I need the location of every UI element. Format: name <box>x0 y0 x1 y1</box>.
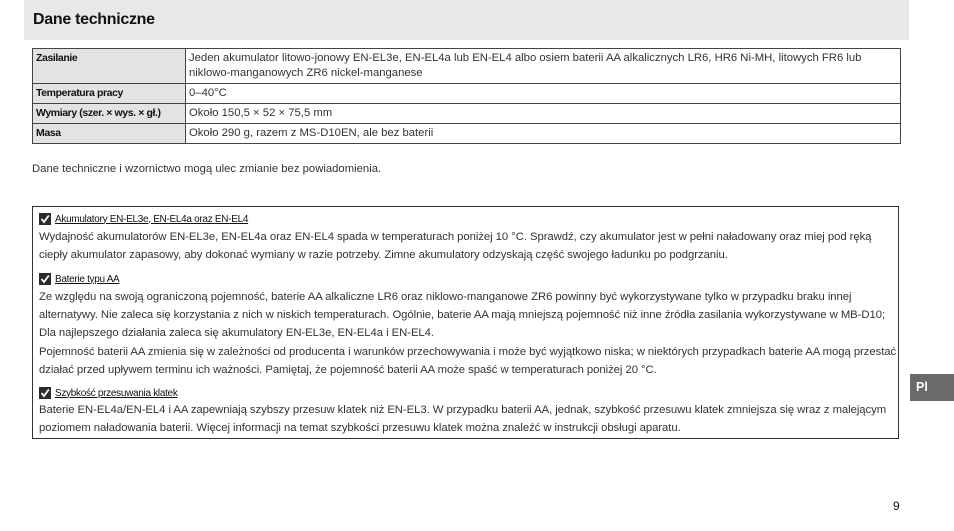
table-row <box>33 84 901 104</box>
checkmark-icon <box>39 273 51 285</box>
note-heading-label: Szybkość przesuwania klatek <box>55 387 178 399</box>
checkmark-icon <box>39 387 51 399</box>
notes-box <box>32 206 899 439</box>
note-paragraph: Ze względu na swoją ograniczoną pojemność, baterie AA alkaliczne LR6 oraz niklowo-manganowe ZR6 powinny być wykorzystywane tylko w przypadku braku innej alternatywy. Nie zaleca się korzystania z nich w niskich temperaturach. Ogólnie, baterie AA mają mniejszą pojemność niż inne źródła zasilania wykorzystywane w MB-D10; Dla najlepszego działania zaleca się akumulatory EN-EL3e, EN-EL4a i EN-EL4. <box>39 291 886 339</box>
spec-label-temperature: Temperatura pracy <box>33 84 186 104</box>
note-heading-frame-rate <box>39 387 178 399</box>
note-heading-label: Baterie typu AA <box>55 273 120 285</box>
spec-value-dimensions: Około 150,5 × 52 × 75,5 mm <box>186 104 901 124</box>
spec-label-power: Zasilanie <box>33 49 186 84</box>
table-row <box>33 49 901 84</box>
page-number: 9 <box>893 499 900 513</box>
spec-table <box>32 48 901 144</box>
page-title: Dane techniczne <box>33 11 155 28</box>
note-paragraph: Baterie EN-EL4a/EN-EL4 i AA zapewniają szybszy przesuw klatek niż EN-EL3. W przypadku baterii AA, jednak, szybkość przesuwu klatek zmniejsza się wraz z malejącym poziomem naładowania baterii. Więcej informacji na temat szybkości przesuwu klatek można znaleźć w instrukcji obsługi aparatu. <box>39 404 887 434</box>
note-heading-batteries <box>39 213 248 225</box>
note-paragraph: Pojemność baterii AA zmienia się w zależności od producenta i warunków przechowywania i może być wyjątkowo niska; w niektórych przypadkach baterie AA mogą przestać działać przed upływem terminu ich ważności. Pamiętaj, że pojemność baterii AA może spaść w temperaturach poniżej 20 °C. <box>39 346 897 376</box>
note-heading-aa <box>39 273 119 285</box>
note-heading-label: Akumulatory EN-EL3e, EN-EL4a oraz EN-EL4 <box>55 213 249 225</box>
language-tab: Pl <box>910 374 954 401</box>
specs-notice: Dane techniczne i wzornictwo mogą ulec zmianie bez powiadomienia. <box>32 163 382 175</box>
table-row <box>33 124 901 144</box>
header-band <box>24 0 909 40</box>
spec-value-weight: Około 290 g, razem z MS-D10EN, ale bez baterii <box>186 124 901 144</box>
spec-label-dimensions: Wymiary (szer. × wys. × gł.) <box>33 104 186 124</box>
spec-label-weight: Masa <box>33 124 186 144</box>
spec-value-power: Jeden akumulator litowo-jonowy EN-EL3e, EN-EL4a lub EN-EL4 albo osiem baterii AA alkalicznych LR6, HR6 Ni-MH, litowych FR6 lub niklowo-manganowych ZR6 nickel-manganese <box>186 49 901 84</box>
checkmark-icon <box>39 213 51 225</box>
note-paragraph: Wydajność akumulatorów EN-EL3e, EN-EL4a oraz EN-EL4 spada w temperaturach poniżej 10 °C. Sprawdź, czy akumulator jest w pełni naładowany oraz miej pod ręką ciepły akumulator zapasowy, aby dokonać wymiany w razie potrzeby. Zimne akumulatory odzyskają część swojego ładunku po podgrzaniu. <box>39 231 872 261</box>
spec-value-temperature: 0–40°C <box>186 84 901 104</box>
table-row <box>33 104 901 124</box>
